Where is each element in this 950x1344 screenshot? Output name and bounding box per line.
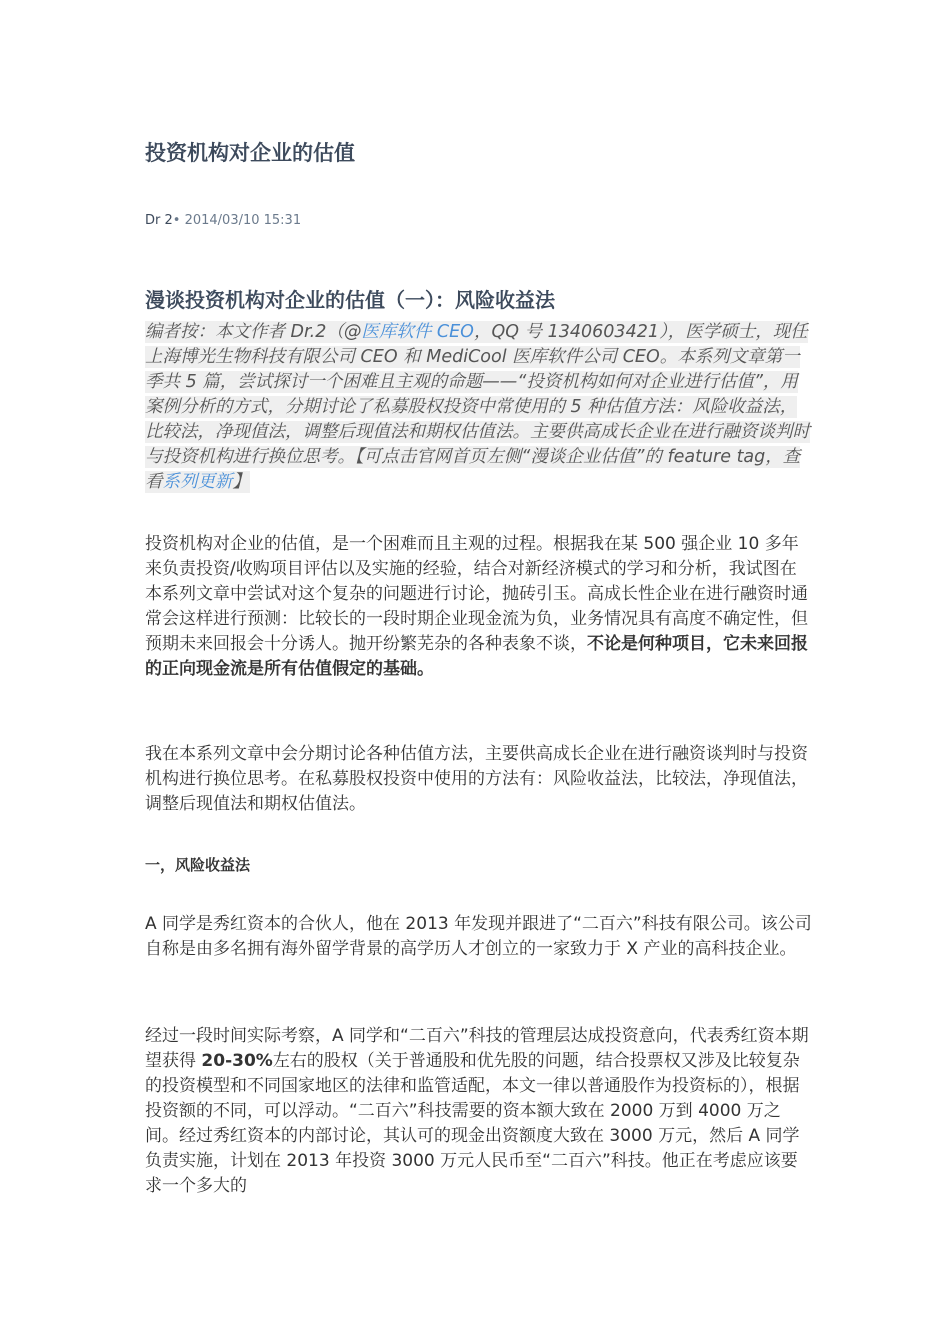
author-name[interactable]: Dr 2	[145, 213, 173, 228]
article-subtitle: 漫谈投资机构对企业的估值（一）：风险收益法	[145, 288, 555, 312]
article-meta	[145, 213, 301, 228]
paragraph-case-detail	[145, 1024, 813, 1199]
paragraph-case-detail-bold: 20-30%	[201, 1051, 273, 1071]
paragraph-methods: 我在本系列文章中会分期讨论各种估值方法，主要供高成长企业在进行融资谈判时与投资机构进行换位思考。在私募股权投资中使用的方法有：风险收益法，比较法，净现值法，调整后现值法和期权估值法。	[145, 744, 808, 814]
editor-note-part3: 】	[232, 472, 250, 492]
timestamp: 2014/03/10 15:31	[184, 213, 302, 228]
paragraph-intro-text: 投资机构对企业的估值，是一个困难而且主观的过程。根据我在某 500 强企业 10 多年来负责投资/收购项目评估以及实施的经验，结合对新经济模式的学习和分析，我试图在本系列文章中尝试对这个复杂的问题进行讨论，抛砖引玉。高成长性企业在进行融资时通常会这样进行预测：比较长的一段时期企业现金流为负，业务情况具有高度不确定性，但预期未来回报会十分诱人。抛开纷繁芜杂的各种表象不谈，	[145, 534, 808, 654]
editor-note-link-series[interactable]: 系列更新	[162, 472, 233, 492]
page-title: 投资机构对企业的估值	[145, 141, 355, 165]
editor-note-link-ceo[interactable]: 医库软件 CEO	[361, 322, 474, 342]
paragraph-case-detail-before: 经过一段时间实际考察，A 同学和“二百六”科技的管理层达成投资意向，代表秀红资本期望获得	[145, 1026, 809, 1071]
section-heading-risk-return: 一，风险收益法	[145, 856, 251, 874]
editor-note-part1: 编者按：本文作者 Dr.2（@	[145, 322, 362, 342]
paragraph-case-intro: A 同学是秀红资本的合伙人，他在 2013 年发现并跟进了“二百六”科技有限公司。该公司自称是由多名拥有海外留学背景的高学历人才创立的一家致力于 X 产业的高科技企业。	[145, 914, 812, 959]
editor-note	[145, 320, 813, 495]
meta-separator: •	[172, 213, 185, 228]
paragraph-intro-bold: 不论是何种项目，它未来回报的正向现金流是所有估值假定的基础。	[145, 634, 808, 679]
paragraph-intro	[145, 532, 813, 682]
editor-note-text	[145, 321, 810, 493]
paragraph-case-detail-after: 左右的股权（关于普通股和优先股的问题，结合投票权又涉及比较复杂的投资模型和不同国家地区的法律和监管适配，本文一律以普通股作为投资标的），根据投资额的不同，可以浮动。“二百六”科技需要的资本额大致在 2000 万到 4000 万之间。经过秀红资本的内部讨论，其认可的现金出资额度大致在 3000 万元，然后 A 同学负责实施，计划在 2013 年投资 3000 万元人民币至“二百六”科技。他正在考虑应该要求一个多大的	[145, 1051, 800, 1196]
editor-note-part2: ，QQ 号 1340603421），医学硕士，现任上海博光生物科技有限公司 CEO 和 MediCool 医库软件公司 CEO。本系列文章第一季共 5 篇，尝试探讨一个困难且主观的命题——“投资机构如何对企业进行估值”，用案例分析的方式，分期讨论了私募股权投资中常使用的 5 种估值方法：风险收益法，比较法，净现值法，调整后现值法和期权估值法。主要供高成长企业在进行融资谈判时与投资机构进行换位思考。【可点击官网首页左侧“漫谈企业估值”的 feature tag，查看	[145, 322, 810, 492]
